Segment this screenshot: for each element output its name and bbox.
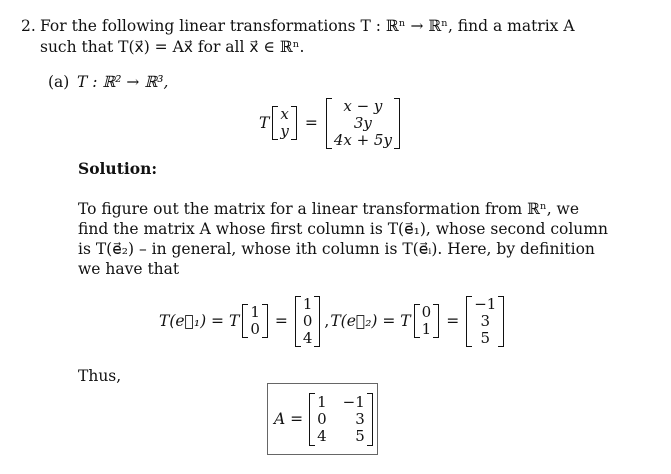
transformation-definition <box>256 92 400 154</box>
matrix-entry: 0 <box>317 409 327 428</box>
right-bracket <box>262 304 268 338</box>
vector-entry: 0 <box>302 311 313 330</box>
vector-entry: x <box>280 105 289 123</box>
vector-entry: 4 <box>302 328 313 347</box>
matrix-entry: 3 <box>355 409 365 428</box>
e1-label: T(e⃗₁) = T <box>159 312 240 330</box>
problem-number: 2. <box>21 17 36 35</box>
vector-entry: 1 <box>250 303 260 321</box>
matrix-entry: 1 <box>317 392 327 411</box>
part-a-statement: T : ℝ² → ℝ³, <box>77 73 169 91</box>
vector-entry: 1 <box>302 294 313 313</box>
input-vector <box>272 106 296 140</box>
vector-entry: y <box>280 122 289 140</box>
matrix-entry: 5 <box>355 426 365 445</box>
vector-entry: 0 <box>421 303 432 321</box>
vector-entry: 0 <box>250 320 260 338</box>
e2-output-vector <box>466 296 504 347</box>
part-a-label: (a) <box>48 73 70 91</box>
paragraph-line: is T(e⃗₂) – in general, whose ith column is T(e⃗ᵢ). Here, by definition <box>78 240 595 258</box>
problem-line-1: For the following linear transformations T : ℝⁿ → ℝⁿ, find a matrix A <box>40 17 575 35</box>
e2-label: T(e⃗₂) = T <box>330 312 411 330</box>
vector-entry: 3 <box>480 311 491 330</box>
separator-comma: , <box>324 312 330 330</box>
equals-sign: = <box>446 312 460 330</box>
result-lhs: A = <box>274 410 304 428</box>
right-bracket <box>367 393 373 446</box>
vector-entry: x − y <box>343 96 383 115</box>
right-bracket <box>394 98 400 149</box>
vector-entry: 4x + 5y <box>333 130 392 149</box>
e2-input-vector <box>414 304 440 338</box>
output-vector <box>326 98 400 149</box>
result-matrix <box>309 393 373 446</box>
solution-heading: Solution: <box>78 159 158 178</box>
problem-line-2: such that T(x⃗) = Ax⃗ for all x⃗ ∈ ℝⁿ. <box>40 38 305 56</box>
matrix-entry: −1 <box>342 392 365 411</box>
right-bracket <box>433 304 439 338</box>
solution-paragraph <box>78 199 608 279</box>
column-equations <box>156 290 504 352</box>
equals-sign: = <box>304 114 318 132</box>
result-box <box>267 383 378 455</box>
right-bracket <box>498 296 504 347</box>
paragraph-line: we have that <box>78 260 180 278</box>
thus-text: Thus, <box>78 367 122 385</box>
vector-entry: −1 <box>474 294 497 313</box>
matrix-entry: 4 <box>317 426 327 445</box>
vector-entry: 5 <box>480 328 491 347</box>
right-bracket <box>291 106 297 140</box>
paragraph-line: To figure out the matrix for a linear transformation from ℝⁿ, we <box>78 200 579 218</box>
paragraph-line: find the matrix A whose first column is T(e⃗₁), whose second column <box>78 220 608 238</box>
equals-sign: = <box>274 312 288 330</box>
transformation-symbol: T <box>259 114 270 132</box>
vector-entry: 1 <box>421 320 432 338</box>
vector-entry: 3y <box>353 113 372 132</box>
e1-input-vector <box>242 304 268 338</box>
right-bracket <box>314 296 320 347</box>
e1-output-vector <box>295 296 321 347</box>
